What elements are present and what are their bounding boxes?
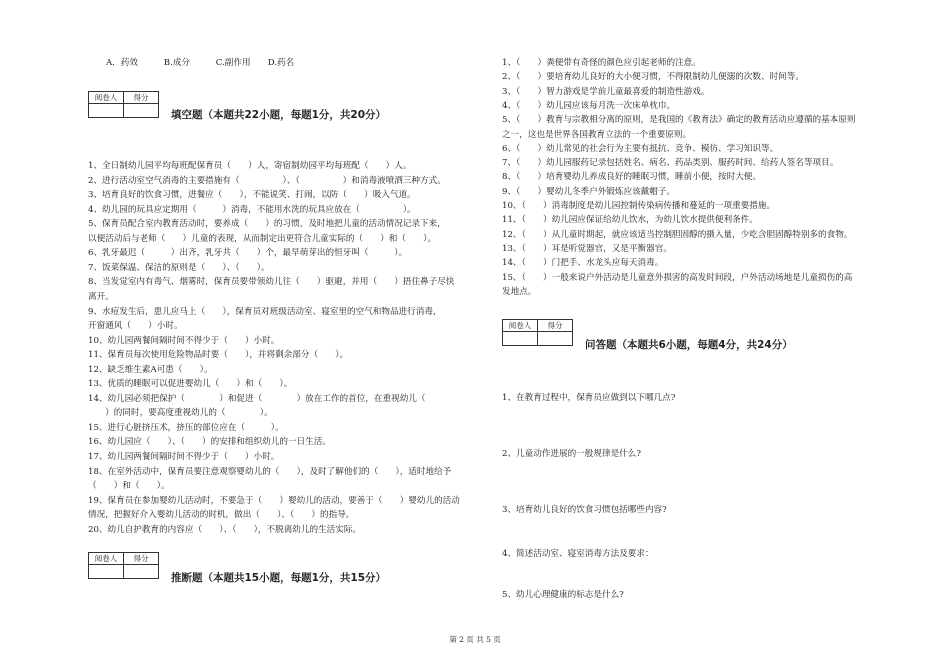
- question-line: 3、培育良好的饮食习惯，进餐应（ ），不能说笑、打闹，以防（ ）吸入气道。: [88, 190, 416, 201]
- question-line: 15、进行心脏挤压术，挤压的部位应在（ ）。: [88, 422, 284, 433]
- score-label: 得分: [538, 320, 573, 332]
- score-box-judge: [88, 552, 159, 579]
- question-line: 17、幼儿园两餐间隔时间不得少于（ ）小时。: [88, 452, 280, 462]
- question-line: 1、在教育过程中，保育员应做到以下哪几点?: [502, 393, 676, 403]
- question-line: 13、优质的睡眠可以促进婴幼儿（ ）和（ ）。: [88, 379, 293, 390]
- question-line: 10、幼儿园两餐间隔时间不得少于（ ）小时。: [88, 335, 280, 346]
- question-line: 离开。: [88, 291, 114, 302]
- question-line: 7、饭菜保温、保洁的原则是（ ）、（ ）。: [88, 262, 270, 273]
- question-line: 发地点。: [502, 286, 537, 297]
- reviewer-label: 阅卷人: [89, 553, 124, 565]
- question-line: 9、水痘发生后，患儿应马上（ ），保育员对班级活动室、寝室里的空气和物品进行消毒，: [88, 306, 442, 317]
- reviewer-label: 阅卷人: [503, 320, 538, 332]
- question-line: 10、（ ）消毒制度是幼儿园控制传染病传播和蔓延的一项重要措施。: [502, 201, 776, 211]
- question-line: 之一，这也是世界各国教育立法的一个重要原则。: [502, 129, 692, 140]
- page-footer: 第 2 页 共 5 页: [449, 635, 501, 644]
- question-line: 13、（ ）耳是听觉器官，又是平衡器官。: [502, 243, 672, 254]
- judge-section-title: 推断题（本题共15小题，每题1分，共15分）: [171, 572, 387, 584]
- question-line: 4、幼儿园的玩具应定期用（ ）消毒，不能用水洗的玩具应放在（ ）。: [88, 204, 416, 215]
- question-line: 12、（ ）从儿童时期起，就应该适当控制胆固醇的摄入量，少吃含胆固醇特别多的食物。: [502, 229, 853, 240]
- question-line: 5、（ ）教育与宗教相分离的原则，是我国的《教育法》确定的教育活动应遵循的基本原则: [502, 115, 856, 126]
- question-line: 开窗通风（ ）小时。: [88, 321, 183, 332]
- options-line: A．药效 B.成分 C.副作用 D.药名: [106, 58, 295, 68]
- question-line: 16、幼儿园应（ ）、（ ）的安排和组织幼儿的一日生活。: [88, 437, 331, 448]
- question-line: 6、乳牙最迟（ ）出齐，乳牙共（ ）个，最早萌芽出的恒牙叫（ ）。: [88, 248, 408, 259]
- question-line: 11、保育员每次使用危险物品时要（ ），并将剩余部分（ ）。: [88, 350, 349, 361]
- question-line: 11、（ ）幼儿园应保证给幼儿饮水，为幼儿饮水提供便利条件。: [502, 215, 758, 226]
- question-line: 15、（ ）一般来说户外活动是儿童意外损害的高发时间段，户外活动场地是儿童损伤的高: [502, 272, 853, 283]
- score-label: 得分: [124, 92, 159, 104]
- question-line: 4、简述活动室、寝室消毒方法及要求：: [502, 549, 654, 559]
- question-line: 2、儿童动作进展的一般规律是什么?: [502, 449, 641, 459]
- score-box-qa: [502, 319, 573, 346]
- score-box-fill: [88, 91, 159, 118]
- score-label: 得分: [124, 553, 159, 565]
- question-line: 12、缺乏维生素A可患（ ）。: [88, 364, 213, 375]
- question-line: （ ）和（ ）。: [88, 481, 170, 492]
- question-line: ）的同时，要高度重视幼儿的（ ）。: [88, 408, 273, 419]
- question-line: 9、（ ）婴幼儿冬季户外锻炼应该戴帽子。: [502, 186, 676, 197]
- question-line: 3、培育幼儿良好的饮食习惯包括哪些内容?: [502, 505, 667, 515]
- question-line: 8、（ ）培育婴幼儿养成良好的睡眠习惯，睡前小便，按时大便。: [502, 172, 761, 183]
- question-line: 20、幼儿自护教育的内容应（ ）、（ ），不脱离幼儿的生活实际。: [88, 524, 362, 535]
- question-line: 5、保育员配合室内教育活动时，要养成（ ）的习惯，及时地把儿童的活动情况记录下来，: [88, 219, 446, 230]
- qa-section-title: 问答题（本题共6小题，每题4分，共24分）: [585, 339, 793, 351]
- question-line: 2、进行活动室空气消毒的主要措施有（ ）、（ ）和消毒液喷洒三种方式。: [88, 175, 446, 186]
- question-line: 以便活动后与老师（ ）儿童的表现，从而制定出更符合儿童实际的（ ）和（ ）。: [88, 233, 437, 244]
- question-line: 1、全日制幼儿园平均每班配保育员（ ）人，寄宿制幼园平均每班配（ ）人。: [88, 161, 412, 171]
- question-line: 7、（ ）幼儿园服药记录包括姓名、病名、药品类别、服药时间、给药人签名等项目。: [502, 158, 839, 169]
- question-line: 情况，把握好介入婴幼儿活动的时机，做出（ ）、（ ）的指导。: [88, 510, 355, 521]
- question-line: 14、（ ）门把手、水龙头应每天消毒。: [502, 258, 664, 269]
- question-line: 19、保育员在参加婴幼儿活动时，不要急于（ ）婴幼儿的活动，要善于（ ）婴幼儿的活动: [88, 495, 460, 506]
- question-line: 2、（ ）要培育幼儿良好的大小便习惯，不得限制幼儿便溺的次数、时间等。: [502, 72, 804, 83]
- fill-section-title: 填空题（本题共22小题，每题1分，共20分）: [171, 109, 387, 121]
- question-line: 1、（ ）粪便带有奇怪的颜色应引起老师的注意。: [502, 58, 701, 68]
- question-line: 14、幼儿园必须把保护（ ）和促进（ ）放在工作的首位，在重视幼儿（: [88, 393, 426, 404]
- question-line: 8、当发觉室内有毒气、烟雾时，保育员要带领幼儿往（ ）驱避，并用（ ）捂住鼻子尽快: [88, 277, 455, 288]
- question-line: 18、在室外活动中，保育员要注意观察婴幼儿的（ ），及时了解他们的（ ），适时地给予: [88, 466, 452, 477]
- question-line: 6、（ ）幼儿常见的社会行为主要有抵抗、竞争、模仿、学习知识等。: [502, 143, 779, 154]
- question-line: 5、幼儿心理健康的标志是什么?: [502, 590, 624, 600]
- reviewer-label: 阅卷人: [89, 92, 124, 104]
- question-line: 4、（ ）幼儿园应该每月洗一次床单枕巾。: [502, 100, 676, 111]
- question-line: 3、（ ）智力游戏是学前儿童最喜爱的制造性游戏。: [502, 86, 710, 97]
